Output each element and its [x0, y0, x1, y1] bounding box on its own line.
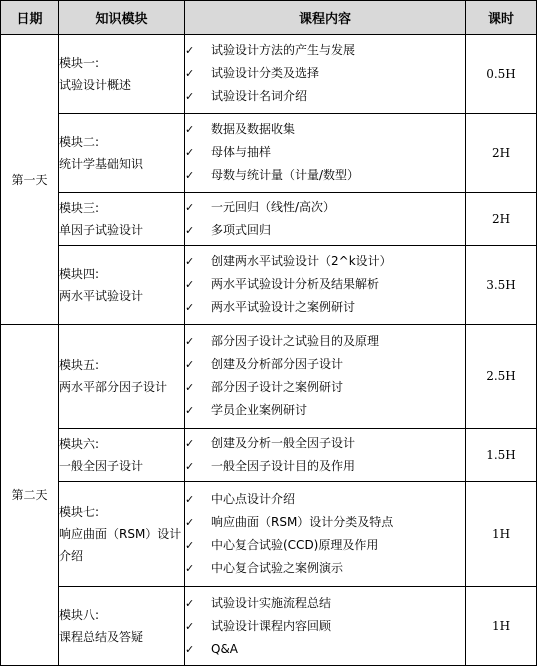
list-item — [185, 638, 465, 661]
list-item-text: 母体与抽样 — [211, 145, 272, 160]
hours-cell: 1H — [466, 587, 537, 666]
hours-cell: 3.5H — [466, 245, 537, 324]
list-item — [185, 273, 465, 296]
list-item — [185, 432, 465, 455]
module-row — [1, 587, 537, 666]
content-list — [185, 330, 465, 422]
module-cell — [59, 482, 185, 587]
content-list — [185, 592, 465, 661]
module-cell — [59, 35, 185, 114]
list-item — [185, 615, 465, 638]
module-cell — [59, 192, 185, 245]
module-cell — [59, 245, 185, 324]
content-list — [185, 432, 465, 478]
list-item — [185, 85, 465, 108]
module-name: 统计学基础知识 — [59, 156, 144, 171]
module-title: 模块一: — [59, 55, 100, 70]
check-icon: ✓ — [185, 358, 195, 372]
check-icon: ✓ — [185, 619, 195, 633]
list-item-text: 试验设计方法的产生与发展 — [211, 43, 356, 58]
check-icon: ✓ — [185, 437, 195, 451]
content-cell — [185, 113, 466, 192]
check-icon: ✓ — [185, 223, 195, 237]
check-icon: ✓ — [185, 335, 195, 349]
module-name: 两水平部分因子设计 — [59, 380, 168, 395]
list-item — [185, 296, 465, 319]
list-item — [185, 557, 465, 580]
list-item — [185, 376, 465, 399]
list-item-text: 中心点设计介绍 — [211, 492, 296, 507]
content-cell — [185, 324, 466, 429]
list-item-text: 学员企业案例研讨 — [211, 403, 308, 418]
list-item-text: 部分因子设计之试验目的及原理 — [211, 334, 380, 349]
check-icon: ✓ — [185, 460, 195, 474]
hours-cell: 2H — [466, 113, 537, 192]
list-item-text: 试验设计名词介绍 — [211, 89, 308, 104]
content-list — [185, 488, 465, 580]
module-cell — [59, 324, 185, 429]
check-icon: ✓ — [185, 642, 195, 656]
module-row — [1, 192, 537, 245]
content-cell — [185, 35, 466, 114]
list-item-text: 试验设计课程内容回顾 — [211, 618, 332, 633]
module-title: 模块五: — [59, 358, 100, 373]
list-item — [185, 534, 465, 557]
check-icon: ✓ — [185, 381, 195, 395]
content-list — [185, 250, 465, 319]
check-icon: ✓ — [185, 516, 195, 530]
content-list — [185, 196, 465, 242]
module-title: 模块四: — [59, 266, 100, 281]
header-content: 课程内容 — [185, 1, 466, 35]
content-cell — [185, 482, 466, 587]
list-item-text: 多项式回归 — [211, 222, 272, 237]
list-item-text: 创建及分析部分因子设计 — [211, 357, 344, 372]
list-item-text: 创建两水平试验设计（2^k设计） — [211, 254, 392, 269]
module-name: 两水平试验设计 — [59, 288, 144, 303]
module-title: 模块八: — [59, 608, 100, 623]
list-item-text: 试验设计实施流程总结 — [211, 595, 332, 610]
list-item — [185, 219, 465, 242]
list-item-text: 响应曲面（RSM）设计分类及特点 — [211, 515, 394, 530]
header-module: 知识模块 — [59, 1, 185, 35]
module-row — [1, 35, 537, 114]
list-item — [185, 455, 465, 478]
module-cell — [59, 113, 185, 192]
list-item-text: 母数与统计量（计量/数型） — [211, 168, 360, 183]
day-label: 第二天 — [1, 324, 59, 665]
module-row — [1, 324, 537, 429]
list-item — [185, 39, 465, 62]
check-icon: ✓ — [185, 404, 195, 418]
list-item — [185, 164, 465, 187]
header-hours: 课时 — [466, 1, 537, 35]
list-item — [185, 330, 465, 353]
list-item — [185, 488, 465, 511]
module-row — [1, 482, 537, 587]
content-list — [185, 39, 465, 108]
list-item — [185, 62, 465, 85]
list-item-text: 两水平试验设计分析及结果解析 — [211, 277, 380, 292]
list-item — [185, 141, 465, 164]
check-icon: ✓ — [185, 301, 195, 315]
list-item-text: 中心复合试验(CCD)原理及作用 — [211, 538, 379, 553]
list-item-text: 中心复合试验之案例演示 — [211, 561, 344, 576]
check-icon: ✓ — [185, 146, 195, 160]
content-cell — [185, 429, 466, 482]
hours-cell: 2.5H — [466, 324, 537, 429]
list-item-text: 一元回归（线性/高次） — [211, 199, 336, 214]
list-item-text: 部分因子设计之案例研讨 — [211, 380, 344, 395]
module-row — [1, 113, 537, 192]
module-title: 模块六: — [59, 437, 100, 452]
content-cell — [185, 245, 466, 324]
list-item — [185, 353, 465, 376]
schedule-body — [1, 35, 537, 666]
check-icon: ✓ — [185, 255, 195, 269]
day-label: 第一天 — [1, 35, 59, 325]
list-item-text: Q&A — [211, 641, 239, 656]
check-icon: ✓ — [185, 123, 195, 137]
check-icon: ✓ — [185, 67, 195, 81]
module-name: 单因子试验设计 — [59, 222, 144, 237]
header-row — [1, 1, 537, 35]
hours-cell: 0.5H — [466, 35, 537, 114]
check-icon: ✓ — [185, 44, 195, 58]
module-name: 课程总结及答疑 — [59, 630, 144, 645]
hours-cell: 1H — [466, 482, 537, 587]
hours-cell: 2H — [466, 192, 537, 245]
check-icon: ✓ — [185, 90, 195, 104]
module-title: 模块三: — [59, 200, 100, 215]
check-icon: ✓ — [185, 169, 195, 183]
list-item — [185, 118, 465, 141]
list-item-text: 一般全因子设计目的及作用 — [211, 459, 356, 474]
module-name: 响应曲面（RSM）设计介绍 — [59, 527, 182, 564]
list-item-text: 数据及数据收集 — [211, 122, 296, 137]
content-cell — [185, 587, 466, 666]
module-name: 一般全因子设计 — [59, 459, 144, 474]
check-icon: ✓ — [185, 596, 195, 610]
module-title: 模块七: — [59, 505, 100, 520]
check-icon: ✓ — [185, 278, 195, 292]
content-cell — [185, 192, 466, 245]
list-item-text: 试验设计分类及选择 — [211, 66, 320, 81]
module-row — [1, 245, 537, 324]
list-item — [185, 250, 465, 273]
module-cell — [59, 587, 185, 666]
hours-cell: 1.5H — [466, 429, 537, 482]
header-date: 日期 — [1, 1, 59, 35]
list-item — [185, 592, 465, 615]
module-title: 模块二: — [59, 134, 100, 149]
check-icon: ✓ — [185, 539, 195, 553]
list-item-text: 两水平试验设计之案例研讨 — [211, 300, 356, 315]
check-icon: ✓ — [185, 200, 195, 214]
list-item — [185, 399, 465, 422]
list-item — [185, 511, 465, 534]
check-icon: ✓ — [185, 493, 195, 507]
content-list — [185, 118, 465, 187]
list-item — [185, 196, 465, 219]
module-name: 试验设计概述 — [59, 77, 132, 92]
module-row — [1, 429, 537, 482]
module-cell — [59, 429, 185, 482]
check-icon: ✓ — [185, 562, 195, 576]
list-item-text: 创建及分析一般全因子设计 — [211, 436, 356, 451]
